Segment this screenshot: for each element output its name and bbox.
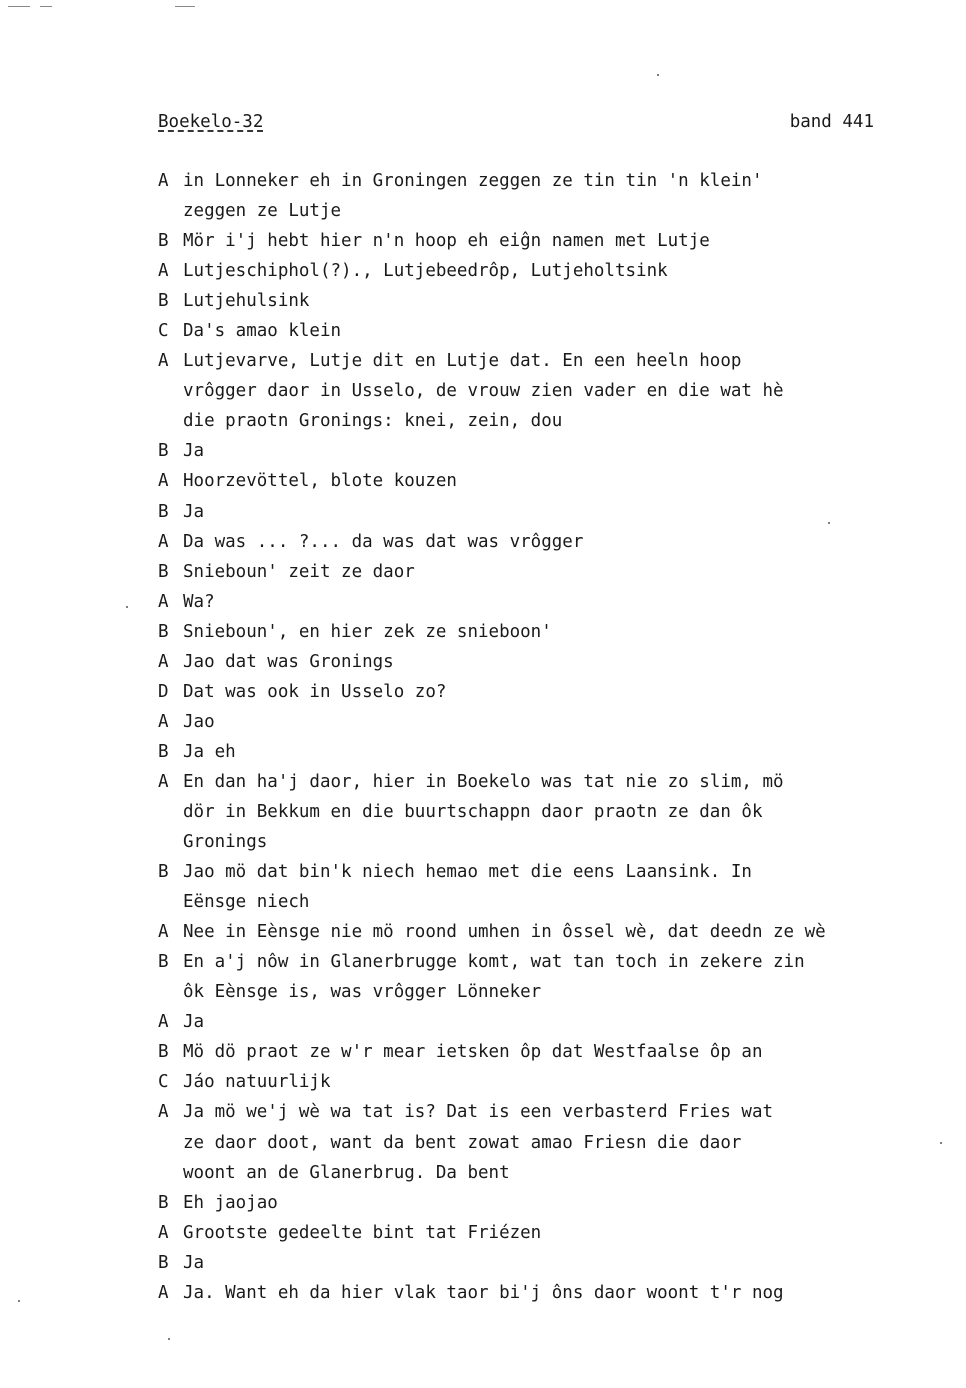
utterance-text: Da was ... ?... da was dat was vrôgger (183, 531, 584, 552)
utterance-text: Gronings (183, 832, 268, 853)
speaker-label: A (158, 1012, 169, 1033)
utterance-line (158, 647, 948, 677)
speaker-label: A (158, 922, 169, 943)
utterance-text: Ja (183, 1012, 205, 1033)
tape-number: band 441 (789, 112, 874, 132)
speaker-label: A (158, 531, 169, 552)
utterance-text: Dat was ook in Usselo zo? (183, 681, 447, 702)
utterance-continuation (158, 827, 948, 857)
speaker-label: A (158, 261, 169, 282)
speaker-label: C (158, 1072, 169, 1093)
speaker-label: A (158, 1102, 169, 1123)
utterance-line (158, 857, 948, 887)
speaker-label: A (158, 771, 169, 792)
speaker-label: B (158, 501, 169, 522)
speaker-label: B (158, 741, 169, 762)
scan-speck (126, 606, 128, 608)
utterance-line (158, 436, 948, 466)
speaker-label (158, 406, 183, 436)
utterance-text: En dan ha'j daor, hier in Boekelo was tat nie zo slim, mö (183, 771, 784, 792)
scan-mark (175, 6, 195, 7)
utterance-text: Ja. Want eh da hier vlak taor bi'j ôns daor woont t'r nog (183, 1282, 784, 1303)
speaker-label: B (158, 1042, 169, 1063)
speaker-label: A (158, 1282, 169, 1303)
utterance-line (158, 917, 948, 947)
scan-mark (8, 6, 30, 7)
utterance-line (158, 226, 948, 256)
speaker-label: B (158, 1192, 169, 1213)
utterance-text: Lutjeschiphol(?)., Lutjebeedrôp, Lutjeholtsink (183, 261, 668, 282)
speaker-label: B (158, 1252, 169, 1273)
utterance-text: vrôgger daor in Usselo, de vrouw zien vader en die wat hè (183, 381, 784, 402)
utterance-text: Mör i'j hebt hier n'n hoop eh eiĝn namen met Lutje (183, 231, 710, 252)
speaker-label: A (158, 351, 169, 372)
utterance-continuation (158, 376, 948, 406)
utterance-continuation (158, 797, 948, 827)
speaker-label (158, 1158, 183, 1188)
speaker-label (158, 827, 183, 857)
utterance-line (158, 166, 948, 196)
speaker-label (158, 1128, 183, 1158)
transcript-body (158, 166, 948, 1308)
speaker-label: B (158, 862, 169, 883)
speaker-label: B (158, 291, 169, 312)
page-header (158, 108, 874, 136)
speaker-label: A (158, 651, 169, 672)
speaker-label: A (158, 591, 169, 612)
utterance-line (158, 1278, 948, 1308)
utterance-continuation (158, 196, 948, 226)
speaker-label: B (158, 561, 169, 582)
utterance-line (158, 1248, 948, 1278)
speaker-label: A (158, 1222, 169, 1243)
scan-speck (18, 1300, 20, 1302)
utterance-text: Jao (183, 711, 215, 732)
utterance-text: Lutjehulsink (183, 291, 310, 312)
utterance-text: zeggen ze Lutje (183, 201, 342, 222)
utterance-text: Ja (183, 501, 205, 522)
utterance-text: Ja mö we'j wè wa tat is? Dat is een verbasterd Fries wat (183, 1102, 774, 1123)
utterance-text: Lutjevarve, Lutje dit en Lutje dat. En een heeln hoop (183, 351, 742, 372)
utterance-text: Mö dö praot ze w'r mear ietsken ôp dat Westfaalse ôp an (183, 1042, 763, 1063)
utterance-text: Snieboun', en hier zek ze snieboon' (183, 621, 552, 642)
speaker-label (158, 376, 183, 406)
utterance-continuation (158, 406, 948, 436)
document-title: Boekelo-32 (158, 112, 264, 132)
utterance-text: ôk Eènsge is, was vrôgger Lönneker (183, 982, 542, 1003)
utterance-line (158, 286, 948, 316)
speaker-label: A (158, 711, 169, 732)
utterance-continuation (158, 977, 948, 1007)
utterance-text: Eh jaojao (183, 1192, 278, 1213)
utterance-text: ze daor doot, want da bent zowat amao Friesn die daor (183, 1132, 742, 1153)
utterance-line (158, 707, 948, 737)
utterance-line (158, 1097, 948, 1127)
utterance-line (158, 617, 948, 647)
utterance-text: die praotn Gronings: knei, zein, dou (183, 411, 563, 432)
utterance-text: Wa? (183, 591, 215, 612)
speaker-label (158, 797, 183, 827)
speaker-label: A (158, 471, 169, 492)
utterance-line (158, 1007, 948, 1037)
scan-speck (828, 522, 830, 524)
utterance-text: dör in Bekkum en die buurtschappn daor praotn ze dan ôk (183, 801, 763, 822)
utterance-line (158, 256, 948, 286)
utterance-text: Ja (183, 1252, 205, 1273)
utterance-text: Jao dat was Gronings (183, 651, 394, 672)
utterance-text: Snieboun' zeit ze daor (183, 561, 415, 582)
speaker-label: B (158, 231, 169, 252)
utterance-continuation (158, 1158, 948, 1188)
utterance-line (158, 466, 948, 496)
scan-speck (940, 1142, 942, 1144)
utterance-line (158, 316, 948, 346)
utterance-text: Eënsge niech (183, 892, 310, 913)
scan-mark (40, 6, 52, 7)
utterance-text: Ja eh (183, 741, 236, 762)
utterance-line (158, 557, 948, 587)
utterance-continuation (158, 1128, 948, 1158)
utterance-text: Jáo natuurlijk (183, 1072, 331, 1093)
utterance-line (158, 677, 948, 707)
utterance-line (158, 527, 948, 557)
utterance-line (158, 1188, 948, 1218)
speaker-label: D (158, 681, 169, 702)
speaker-label: C (158, 321, 169, 342)
utterance-line (158, 587, 948, 617)
utterance-line (158, 767, 948, 797)
utterance-line (158, 1037, 948, 1067)
speaker-label (158, 977, 183, 1007)
speaker-label (158, 196, 183, 226)
utterance-text: Grootste gedeelte bint tat Friézen (183, 1222, 542, 1243)
utterance-text: Hoorzevöttel, blote kouzen (183, 471, 457, 492)
utterance-line (158, 1067, 948, 1097)
utterance-text: En a'j nôw in Glanerbrugge komt, wat tan toch in zekere zin (183, 952, 805, 973)
speaker-label: B (158, 621, 169, 642)
utterance-line (158, 947, 948, 977)
speaker-label: B (158, 441, 169, 462)
scan-speck (657, 74, 659, 76)
utterance-line (158, 1218, 948, 1248)
utterance-text: Jao mö dat bin'k niech hemao met die eens Laansink. In (183, 862, 752, 883)
scan-speck (168, 1338, 170, 1340)
speaker-label: B (158, 952, 169, 973)
utterance-line (158, 346, 948, 376)
utterance-text: Da's amao klein (183, 321, 342, 342)
utterance-text: Ja (183, 441, 205, 462)
speaker-label (158, 887, 183, 917)
utterance-line (158, 737, 948, 767)
utterance-text: in Lonneker eh in Groningen zeggen ze tin tin 'n klein' (183, 171, 763, 191)
utterance-text: woont an de Glanerbrug. Da bent (183, 1162, 510, 1183)
utterance-continuation (158, 887, 948, 917)
speaker-label: A (158, 171, 169, 191)
utterance-text: Nee in Eènsge nie mö roond umhen in ôssel wè, dat deedn ze wè (183, 922, 826, 943)
